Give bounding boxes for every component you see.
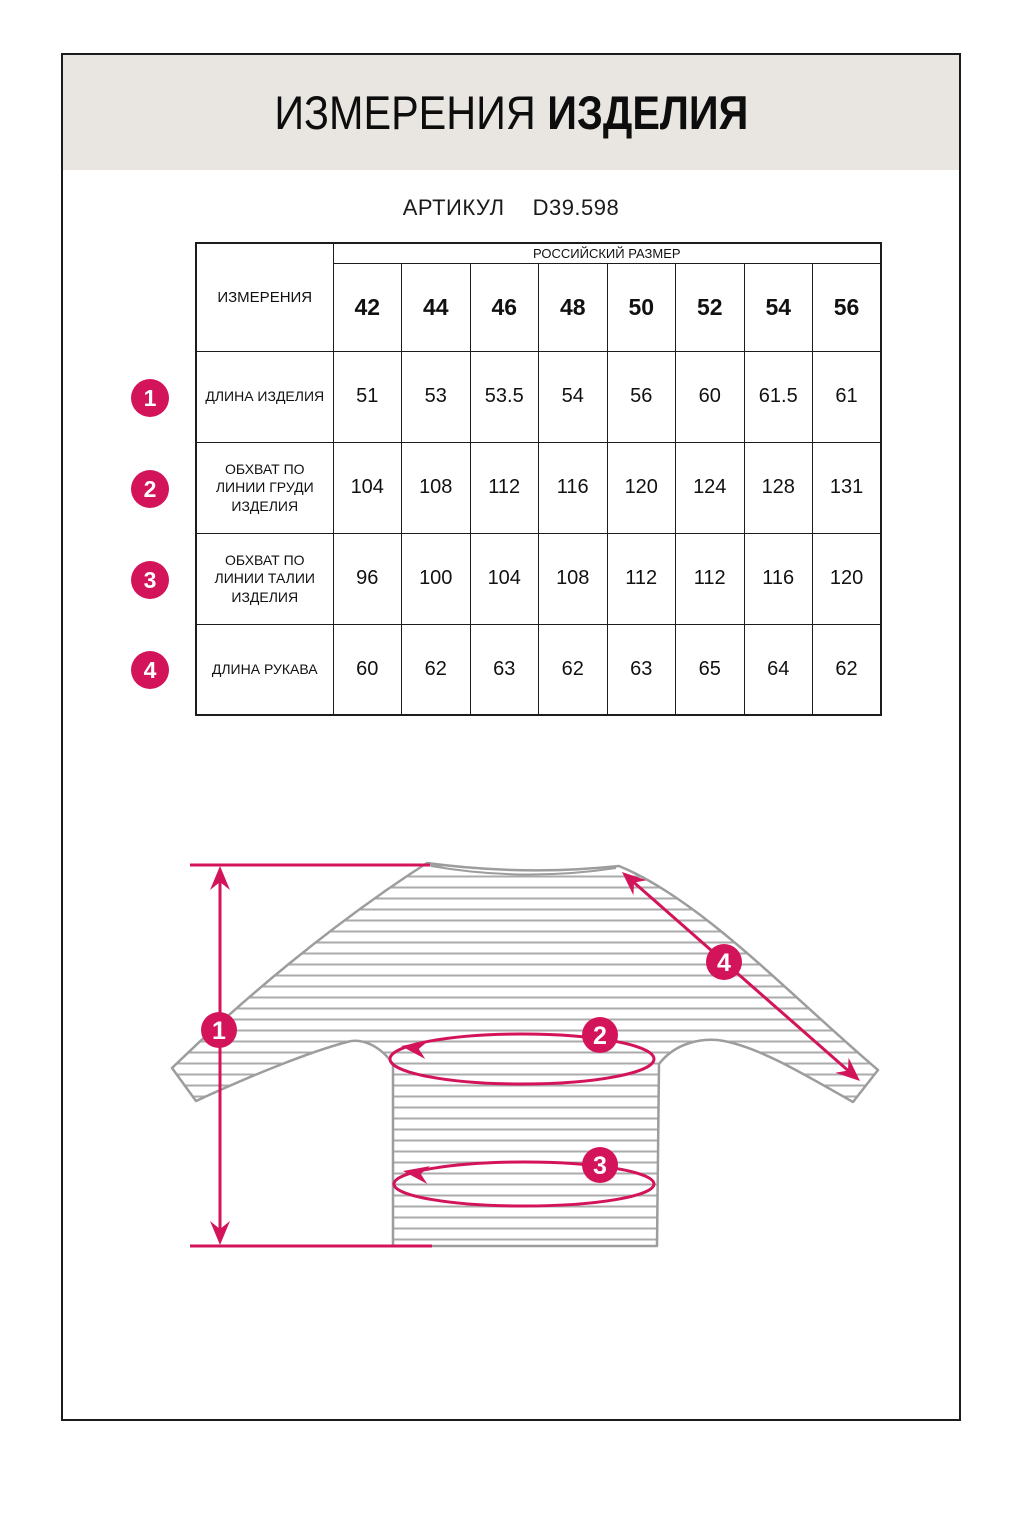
garment-diagram [163, 835, 963, 1335]
row-number-badge-1: 1 [131, 379, 169, 417]
size-col-header: 50 [607, 263, 676, 351]
article-value: D39.598 [532, 195, 620, 220]
size-col-header: 42 [333, 263, 402, 351]
size-col-header: 46 [470, 263, 539, 351]
size-group-header-cell: РОССИЙСКИЙ РАЗМЕР [333, 243, 881, 263]
row-label: ДЛИНА РУКАВА [196, 624, 333, 715]
cell-value: 60 [676, 351, 745, 442]
cell-value: 104 [333, 442, 402, 533]
cell-value: 104 [470, 533, 539, 624]
diagram-badge-3 [582, 1147, 618, 1183]
cell-value: 61 [813, 351, 882, 442]
svg-text:2: 2 [593, 1022, 607, 1050]
svg-text:4: 4 [717, 949, 731, 977]
page-title [274, 85, 748, 140]
row-label: ОБХВАТ ПО ЛИНИИ ТАЛИИ ИЗДЕЛИЯ [196, 533, 333, 624]
cell-value: 65 [676, 624, 745, 715]
cell-value: 116 [539, 442, 608, 533]
svg-text:3: 3 [593, 1152, 607, 1180]
cell-value: 53 [402, 351, 471, 442]
size-col-header: 52 [676, 263, 745, 351]
cell-value: 56 [607, 351, 676, 442]
table-row-waist [196, 533, 881, 624]
size-col-header: 44 [402, 263, 471, 351]
diagram-badge-1 [201, 1012, 237, 1048]
cell-value: 128 [744, 442, 813, 533]
row-number-badge-3: 3 [131, 561, 169, 599]
cell-value: 120 [607, 442, 676, 533]
cell-value: 53.5 [470, 351, 539, 442]
cell-value: 108 [539, 533, 608, 624]
cell-value: 100 [402, 533, 471, 624]
title-band [63, 55, 959, 170]
measure-header-cell: ИЗМЕРЕНИЯ [196, 243, 333, 351]
cell-value: 63 [470, 624, 539, 715]
row-number-badge-2: 2 [131, 470, 169, 508]
article-label: АРТИКУЛ [402, 195, 505, 220]
row-label: ДЛИНА ИЗДЕЛИЯ [196, 351, 333, 442]
cell-value: 54 [539, 351, 608, 442]
row-number-badge-4: 4 [131, 651, 169, 689]
page-title-bold: ИЗДЕЛИЯ [546, 86, 749, 139]
svg-text:1: 1 [212, 1017, 226, 1045]
table-row-sleeve [196, 624, 881, 715]
size-col-header: 48 [539, 263, 608, 351]
cell-value: 63 [607, 624, 676, 715]
cell-value: 112 [470, 442, 539, 533]
size-col-header: 56 [813, 263, 882, 351]
sweater-outline [172, 863, 878, 1246]
cell-value: 112 [607, 533, 676, 624]
diagram-badge-2 [582, 1017, 618, 1053]
table-row-chest [196, 442, 881, 533]
article-line [63, 195, 959, 221]
cell-value: 96 [333, 533, 402, 624]
cell-value: 51 [333, 351, 402, 442]
row-label: ОБХВАТ ПО ЛИНИИ ГРУДИ ИЗДЕЛИЯ [196, 442, 333, 533]
cell-value: 60 [333, 624, 402, 715]
cell-value: 116 [744, 533, 813, 624]
size-table [195, 242, 882, 716]
page-frame [61, 53, 961, 1421]
page-title-regular: ИЗМЕРЕНИЯ [273, 86, 536, 139]
cell-value: 120 [813, 533, 882, 624]
cell-value: 131 [813, 442, 882, 533]
cell-value: 62 [813, 624, 882, 715]
cell-value: 124 [676, 442, 745, 533]
cell-value: 108 [402, 442, 471, 533]
cell-value: 62 [402, 624, 471, 715]
cell-value: 62 [539, 624, 608, 715]
cell-value: 64 [744, 624, 813, 715]
table-row-length [196, 351, 881, 442]
cell-value: 61.5 [744, 351, 813, 442]
size-col-header: 54 [744, 263, 813, 351]
diagram-badge-4 [706, 944, 742, 980]
cell-value: 112 [676, 533, 745, 624]
